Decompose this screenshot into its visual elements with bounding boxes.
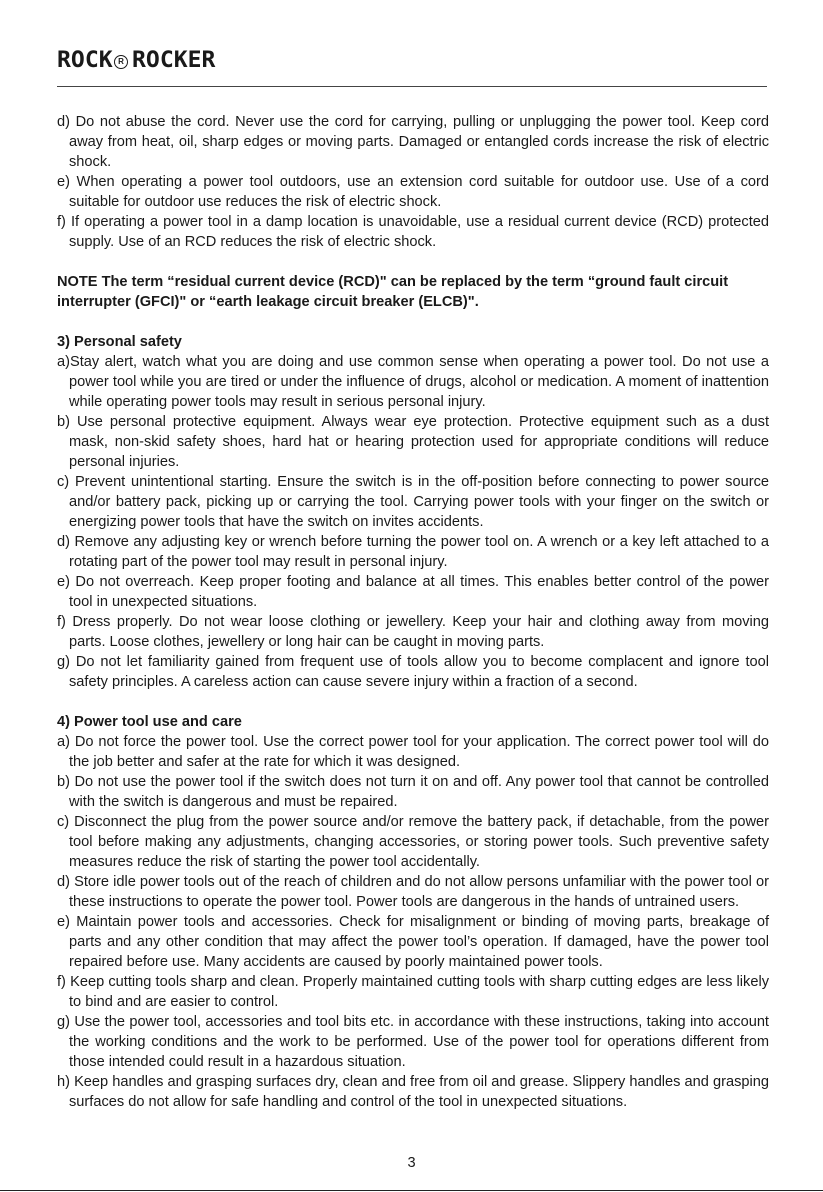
page-number: 3 bbox=[407, 1155, 416, 1171]
registered-mark-icon: R bbox=[114, 55, 128, 69]
section-heading-power-tool-use: 4) Power tool use and care bbox=[57, 714, 242, 730]
list-item: e) Do not overreach. Keep proper footing and balance at all times. This enables better control of the power tool in unexpected situations. bbox=[57, 574, 769, 610]
list-item: g) Do not let familiarity gained from frequent use of tools allow you to become complacent and ignore tool safety principles. A careless action can cause severe injury within a fraction of a second. bbox=[57, 654, 769, 690]
note-paragraph: NOTE The term “residual current device (RCD)" can be replaced by the term “ground fault circuit interrupter (GFCI)" or “earth leakage circuit breaker (ELCB)". bbox=[57, 274, 729, 310]
list-item: d) Remove any adjusting key or wrench before turning the power tool on. A wrench or a key left attached to a rotating part of the power tool may result in personal injury. bbox=[57, 534, 769, 570]
list-item: c) Prevent unintentional starting. Ensure the switch is in the off-position before connecting to power source and/or battery pack, picking up or carrying the tool. Carrying power tools with your finger on the switch or energizing power tools that have the switch on invites accidents. bbox=[57, 474, 769, 530]
header-divider bbox=[57, 86, 767, 87]
page-body bbox=[57, 112, 769, 1112]
list-item: e) Maintain power tools and accessories. Check for misalignment or binding of moving parts, breakage of parts and any other condition that may affect the power tool’s operation. If damaged, have the power tool repaired before use. Many accidents are caused by poorly maintained power tools. bbox=[57, 914, 769, 970]
list-item: b) Use personal protective equipment. Always wear eye protection. Protective equipment such as a dust mask, non-skid safety shoes, hard hat or hearing protection used for appropriate conditions will reduce personal injuries. bbox=[57, 414, 769, 470]
list-item: e) When operating a power tool outdoors, use an extension cord suitable for outdoor use. Use of a cord suitable for outdoor use reduces the risk of electric shock. bbox=[57, 174, 769, 210]
brand-logo bbox=[57, 48, 216, 73]
list-item: a)Stay alert, watch what you are doing and use common sense when operating a power tool. Do not use a power tool while you are tired or under the influence of drugs, alcohol or medication. A moment of inattention while operating power tools may result in serious personal injury. bbox=[57, 354, 769, 410]
list-item: b) Do not use the power tool if the switch does not turn it on and off. Any power tool that cannot be controlled with the switch is dangerous and must be repaired. bbox=[57, 774, 769, 810]
list-item: g) Use the power tool, accessories and tool bits etc. in accordance with these instructions, taking into account the working conditions and the work to be performed. Use of the power tool for operations different from those intended could result in a hazardous situation. bbox=[57, 1014, 769, 1070]
list-item: d) Do not abuse the cord. Never use the cord for carrying, pulling or unplugging the power tool. Keep cord away from heat, oil, sharp edges or moving parts. Damaged or entangled cords increase the risk of electric shock. bbox=[57, 114, 769, 170]
list-item: d) Store idle power tools out of the reach of children and do not allow persons unfamiliar with the power tool or these instructions to operate the power tool. Power tools are dangerous in the hands of untrained users. bbox=[57, 874, 769, 910]
list-item: h) Keep handles and grasping surfaces dry, clean and free from oil and grease. Slippery handles and grasping surfaces do not allow for safe handling and control of the tool in unexpected situations. bbox=[57, 1074, 769, 1110]
footer-divider bbox=[0, 1190, 823, 1191]
brand-logo-left: ROCK bbox=[57, 48, 113, 73]
section-heading-personal-safety: 3) Personal safety bbox=[57, 334, 182, 350]
list-item: f) Keep cutting tools sharp and clean. Properly maintained cutting tools with sharp cutting edges are less likely to bind and are easier to control. bbox=[57, 974, 769, 1010]
list-item: a) Do not force the power tool. Use the correct power tool for your application. The correct power tool will do the job better and safer at the rate for which it was designed. bbox=[57, 734, 769, 770]
list-item: f) If operating a power tool in a damp location is unavoidable, use a residual current device (RCD) protected supply. Use of an RCD reduces the risk of electric shock. bbox=[57, 214, 769, 250]
brand-logo-right: ROCKER bbox=[131, 48, 216, 73]
list-item: c) Disconnect the plug from the power source and/or remove the battery pack, if detachable, from the power tool before making any adjustments, changing accessories, or storing power tools. Such preventive safety measures reduce the risk of starting the power tool accidentally. bbox=[57, 814, 769, 870]
list-item: f) Dress properly. Do not wear loose clothing or jewellery. Keep your hair and clothing away from moving parts. Loose clothes, jewellery or long hair can be caught in moving parts. bbox=[57, 614, 769, 650]
